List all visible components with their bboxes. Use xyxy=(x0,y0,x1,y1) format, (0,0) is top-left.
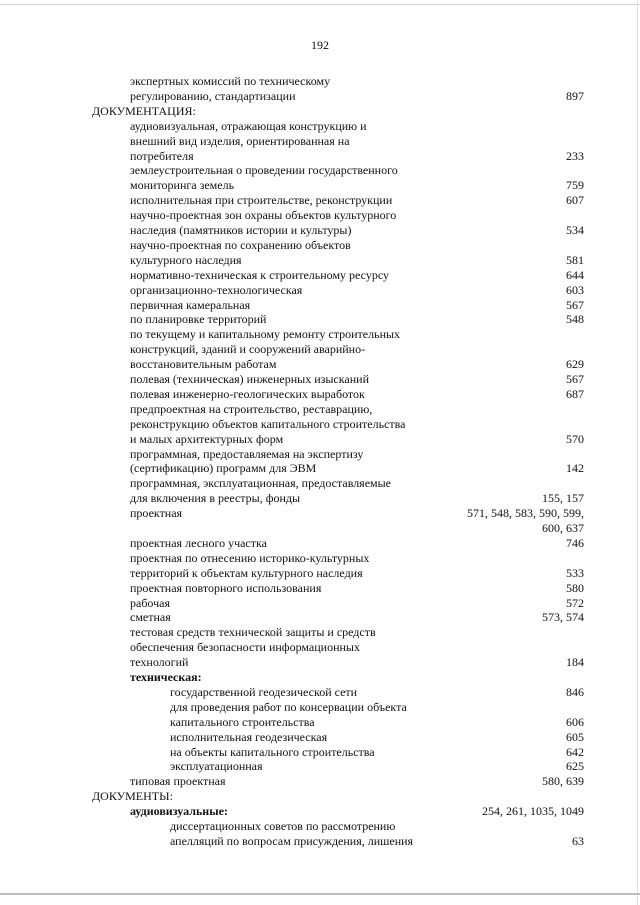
entry-text: территорий к объектам культурного наследия xyxy=(130,565,363,580)
page-refs: 548 xyxy=(566,312,584,327)
index-line xyxy=(0,804,640,819)
index-line xyxy=(0,387,640,402)
index-line xyxy=(0,774,640,789)
entry-text: аудиовизуальная, отражающая конструкцию и xyxy=(130,118,367,133)
entry-text: научно-проектная зон охраны объектов культурного xyxy=(130,208,397,223)
index-line xyxy=(0,655,640,670)
index-line xyxy=(0,700,640,715)
entry-text: по планировке территорий xyxy=(130,312,267,327)
index-line xyxy=(0,447,640,462)
index-line xyxy=(0,670,640,685)
index-line xyxy=(0,402,640,417)
entry-text: типовая проектная xyxy=(130,774,226,789)
page-refs: 605 xyxy=(566,729,584,744)
entry-text: сметная xyxy=(130,610,171,625)
index-line xyxy=(0,193,640,208)
index-line xyxy=(0,566,640,581)
entry-text: апелляций по вопросам присуждения, лишения xyxy=(170,833,414,848)
entry-text: программная, предоставляемая на экспертизу xyxy=(130,446,364,461)
entry-text: проектная по отнесению историко-культурных xyxy=(130,550,370,565)
entry-text: экспертных комиссий по техническому xyxy=(130,74,331,88)
index-line xyxy=(0,119,640,134)
entry-text: капитального строительства xyxy=(170,714,315,729)
page-refs: 142 xyxy=(566,461,584,476)
index-line xyxy=(0,476,640,491)
entry-text: наследия (памятников истории и культуры) xyxy=(130,223,352,237)
page-refs: 572 xyxy=(566,595,584,610)
page-refs: 897 xyxy=(566,88,584,103)
entry-text: и малых архитектурных форм xyxy=(130,431,284,446)
entry-text: потребителя xyxy=(130,148,194,163)
page-refs: 629 xyxy=(566,357,584,372)
page-refs: 600, 637 xyxy=(542,521,584,535)
page-refs: 644 xyxy=(566,267,584,282)
page-refs: 642 xyxy=(566,744,584,759)
entry-text: для включения в реестры, фонды xyxy=(130,491,301,506)
index-line xyxy=(0,461,640,476)
index-line xyxy=(0,625,640,640)
page-refs: 571, 548, 583, 590, 599, xyxy=(467,506,584,521)
page-refs: 603 xyxy=(566,282,584,297)
page-refs: 567 xyxy=(566,372,584,386)
index-line xyxy=(0,223,640,238)
index-line xyxy=(0,342,640,357)
index-line xyxy=(0,715,640,730)
index-line xyxy=(0,372,640,387)
index-line xyxy=(0,506,640,521)
page-number: 192 xyxy=(311,38,329,52)
entry-text: регулированию, стандартизации xyxy=(130,88,296,103)
page-refs: 759 xyxy=(566,178,584,193)
index-line xyxy=(0,268,640,283)
page-refs: 567 xyxy=(566,297,584,312)
index-line xyxy=(0,253,640,268)
page-refs: 580 xyxy=(566,580,584,595)
entry-text: полевая (техническая) инженерных изысканий xyxy=(130,372,369,386)
index-line xyxy=(0,208,640,223)
page-refs: 533 xyxy=(566,565,584,580)
entry-text: организационно-технологическая xyxy=(130,282,303,297)
page-refs: 607 xyxy=(566,193,584,208)
page-refs: 570 xyxy=(566,431,584,446)
index-line xyxy=(0,640,640,655)
index-line xyxy=(0,327,640,342)
entry-text: восстановительным работам xyxy=(130,357,277,372)
entry-text: реконструкцию объектов капитального строительства xyxy=(130,416,406,431)
page-refs: 184 xyxy=(566,655,584,670)
index-line xyxy=(0,551,640,566)
entry-text: исполнительная геодезическая xyxy=(170,729,328,744)
index-line xyxy=(0,536,640,551)
index-line xyxy=(0,685,640,700)
index-line xyxy=(0,74,640,89)
entry-text: обеспечения безопасности информационных xyxy=(130,640,360,655)
entry-text: для проведения работ по консервации объекта xyxy=(170,699,407,714)
index-line xyxy=(0,312,640,327)
index-line xyxy=(0,134,640,149)
entry-text: диссертационных советов по рассмотрению xyxy=(170,819,396,833)
index-line xyxy=(0,730,640,745)
entry-text: полевая инженерно-геологических выработок xyxy=(130,386,365,401)
page-refs: 746 xyxy=(566,535,584,550)
index-line xyxy=(0,745,640,760)
entry-text: землеустроительная о проведении государственного xyxy=(130,163,398,178)
index-line xyxy=(0,178,640,193)
entry-text: культурного наследия xyxy=(130,252,242,267)
page-refs: 580, 639 xyxy=(542,774,584,789)
entry-text: тестовая средств технической защиты и средств xyxy=(130,625,376,640)
index-line xyxy=(0,89,640,104)
entry-text: проектная повторного использования xyxy=(130,580,322,595)
page-refs: 846 xyxy=(566,684,584,699)
entry-text: (сертификацию) программ для ЭВМ xyxy=(130,461,317,476)
index-line xyxy=(0,610,640,625)
entry-text: научно-проектная по сохранению объектов xyxy=(130,237,351,252)
page-refs: 233 xyxy=(566,148,584,163)
entry-text: проектная лесного участка xyxy=(130,535,267,550)
page-refs: 573, 574 xyxy=(542,610,584,625)
entry-text: мониторинга земель xyxy=(130,178,235,193)
index-line xyxy=(0,417,640,432)
entry-text: эксплуатационная xyxy=(170,759,263,774)
index-line xyxy=(0,283,640,298)
entry-text: нормативно-техническая к строительному ресурсу xyxy=(130,267,390,282)
section-heading: ДОКУМЕНТЫ: xyxy=(92,789,173,804)
page-refs: 534 xyxy=(566,223,584,237)
index-line xyxy=(0,521,640,536)
page-refs: 606 xyxy=(566,714,584,729)
entry-text: на объекты капитального строительства xyxy=(170,744,375,759)
entry-text: рабочая xyxy=(130,595,171,610)
index-line xyxy=(0,238,640,253)
index-line xyxy=(0,789,640,804)
entry-text: техническая: xyxy=(130,670,202,684)
index-line xyxy=(0,581,640,596)
entry-text: проектная xyxy=(130,506,183,521)
index-line xyxy=(0,596,640,611)
page-refs: 155, 157 xyxy=(542,491,584,506)
index-line xyxy=(0,432,640,447)
page-refs: 625 xyxy=(566,759,584,774)
index-line xyxy=(0,104,640,119)
page-refs: 687 xyxy=(566,386,584,401)
index-line xyxy=(0,298,640,313)
section-heading: ДОКУМЕНТАЦИЯ: xyxy=(92,103,196,118)
entry-text: конструкций, зданий и сооружений аварийно- xyxy=(130,342,366,357)
entry-text: внешний вид изделия, ориентированная на xyxy=(130,133,350,148)
entry-text: исполнительная при строительстве, реконструкции xyxy=(130,193,393,208)
index-line xyxy=(0,819,640,834)
index-line xyxy=(0,149,640,164)
page-refs: 581 xyxy=(566,252,584,267)
entry-text: по текущему и капитальному ремонту строительных xyxy=(130,327,401,342)
scan-edge-bottom xyxy=(0,893,640,895)
index-line xyxy=(0,357,640,372)
entry-text: программная, эксплуатационная, предоставляемые xyxy=(130,476,392,491)
page-refs: 254, 261, 1035, 1049 xyxy=(482,804,584,819)
index-line xyxy=(0,834,640,849)
entry-text: предпроектная на строительство, реставрацию, xyxy=(130,401,373,416)
entry-text: технологий xyxy=(130,655,189,670)
index-line xyxy=(0,491,640,506)
entry-text: первичная камеральная xyxy=(130,297,251,312)
entry-text: аудиовизуальные: xyxy=(130,804,228,819)
entry-text: государственной геодезической сети xyxy=(170,684,358,699)
index-line xyxy=(0,759,640,774)
page-refs: 63 xyxy=(572,833,584,848)
index-line xyxy=(0,163,640,178)
